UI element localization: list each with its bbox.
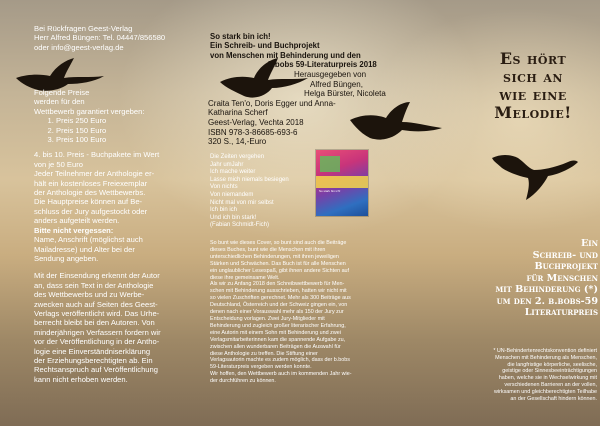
headline-line: sich an [503,67,563,86]
prize-intro: werden für den [34,97,85,107]
prize-item: 1. Preis 250 Euro [56,116,194,125]
footnote-line: verschiedenen Barrieren an der vollen, [504,381,597,388]
cover-art-band [316,176,368,188]
contact-line: Herr Alfred Büngen: Tel. 04447/856580 [34,33,166,43]
rights-line: vor der Veröffentlichung in der Antho- [34,337,160,347]
description-line: diese ihre gemeinsame Welt. [210,274,280,281]
description-line: zwischen allen wunderbaren Beiträgen die Auswahl für [210,343,341,350]
prize-text: Die Hauptpreise können auf Be- [34,197,143,207]
book-info-line: Katharina Scherf [208,108,268,118]
rights-line: an, dass sein Text in der Anthologie [34,280,154,290]
poem-line: Von niemandem [210,191,254,198]
reminder-title: Bitte nicht vergessen: [34,225,114,235]
book-title-line: So stark bin ich! [210,32,271,41]
rights-line: der Erziehungsberechtigten ab. Ein [34,355,153,365]
panel-middle [200,0,400,426]
description-line: Entscheidung vorlagen. Zwei Jury-Mitglieder mit [210,315,325,322]
rights-line: Mit der Einsendung erkennt der Autor [34,271,160,281]
rights-line: des Wettbewerbs und zu Werbe- [34,290,145,300]
book-info-line: ISBN 978-3-86685-693-6 [208,127,298,137]
footnote-line: geistige oder Sinnesbeeinträchtigungen [502,368,597,375]
rights-line: Verlags veröffentlicht wird. Das Urhe- [34,308,160,318]
footnote-line: Menschen mit Behinderung als Menschen, [495,354,597,361]
contact-line: Bei Rückfragen Geest-Verlag [34,24,133,33]
footnote-line: wirksamen und gleichberechtigten Teilhabe [494,388,597,395]
description-line: eine Autorin mit einem Sohn mit Behinderung und zwei [210,329,341,336]
subtitle-line: Buchprojekt [534,261,598,272]
poem-line: Jahr umJahr [210,161,244,168]
prize-text: von je 50 Euro [34,159,83,169]
rights-line: zwecken auch auf Seiten des Geest- [34,299,158,309]
poem-author: (Fabian Schmidt-Fich) [210,222,270,229]
description-line: So bunt wie dieses Cover, so bunt sind auch die Beiträge [210,240,347,246]
description-line: Deutschland, Österreich und der Schweiz gingen ein, von [210,302,348,309]
footnote-line: * UN-Behindertenrechtskonvention definiert [493,348,597,354]
book-title-line: Ein Schreib- und Buchprojekt [210,41,320,51]
footnote-line: haben, welche sie in Wechselwirkung mit [498,375,597,382]
prize-text: Jeder Teilnehmer der Anthologie er- [34,169,155,179]
poem-line: Nicht mal von mir selbst [210,199,274,206]
publisher-contact [34,24,200,52]
prize-text: anders aufgeteilt werden. [34,216,120,226]
description-line: Als wir zu Anfang 2018 den Schreibwettbewerb für Men- [210,281,345,288]
project-subtitle [448,238,598,319]
description-line: ein unglaublicher Lesespaß, gibt ihnen andere Sichten auf [210,267,350,274]
poem-line: Ich mache weiter [210,169,256,176]
book-info [208,70,398,147]
book-info-line: Craita Ten'o, Doris Egger und Anna- [208,98,336,108]
description-line: Wir hoffen, den Wettbewerb auch im kommenden Jahr wie- [210,371,352,378]
rights-line: Rechtsanspruch auf Veröffentlichung [34,365,158,375]
description-line: unterschiedlichen Behinderungen, mit ihren jeweiligen [210,253,339,260]
book-info-line: Herausgegeben von [294,70,367,79]
footnote-line: die langfristige körperliche, seelische, [507,361,597,368]
rights-line: logie eine Einverständniserklärung [34,346,151,356]
book-description [210,240,400,385]
description-line: diese Anthologie zu treffen. Die Stiftung einer [210,350,318,357]
description-line: dieses Buches, bunt wie die Menschen mit ihren [210,246,326,253]
prize-text: 4. bis 10. Preis - Buchpakete im Wert [34,150,160,160]
footnote-line: an der Gesellschaft hindern können. [510,395,597,402]
description-line: Behinderung und zugleich großer literarischer Erfahrung, [210,322,346,329]
book-title-line: von Menschen mit Behinderung und den [210,50,361,60]
description-line: schen mit Behinderung ausschrieben, hatten wir nicht mit [210,288,347,295]
prizes-section [34,88,194,384]
prize-intro: Folgende Preise [34,88,90,97]
poem-line: Lasse mich niemals besiegen [210,176,289,183]
rights-line: minderjährigen Verfassern fordern wir [34,327,161,337]
poem [210,154,322,230]
description-line: 59-Literaturpreis vergeben werden konnte. [210,364,312,371]
rights-line: berrecht bleibt bei den Autoren. Von [34,318,155,328]
book-info-line: Geest-Verlag, Vechta 2018 [208,117,304,127]
headline-line: wie eine [499,85,567,104]
rights-line: kann nicht erhoben werden. [34,374,128,384]
book-info-line: Helga Bürster, Nicoleta [304,89,386,99]
goose-silhouette-icon [488,148,580,202]
description-line: Verlagsmitarbeiterinnen kam die spannende Aufgabe zu, [210,336,346,343]
un-definition-footnote [452,348,597,402]
book-title-line: b.bobs 59-Literaturpreis 2018 [268,60,377,70]
book-info-line: Alfred Büngen, [310,79,363,89]
subtitle-line: Ein [581,238,598,249]
subtitle-line: Literaturpreis [524,307,598,318]
prize-text: der Anthologie des Wettbewerbs. [34,188,146,198]
description-line: der durchführen zu können. [210,378,276,385]
book-info-line: 320 S., 14,-Euro [208,137,267,147]
headline [470,50,596,122]
description-line: so vielen Zuschriften gerechnet. Mehr als 300 Beiträge aus [210,295,351,302]
reminder-text: Sendung angeben. [34,253,99,263]
poem-line: Und ich bin stark! [210,214,257,221]
contact-email[interactable]: oder info@geest-verlag.de [34,42,124,52]
prize-text: hält ein kostenloses Freiexemplar [34,178,148,188]
prize-item: 3. Preis 100 Euro [56,135,194,144]
prize-list [34,116,194,144]
cover-art-shape [320,156,340,172]
panel-left [0,0,200,426]
poem-line: Von nichts [210,184,238,191]
book-title [210,32,400,70]
prize-intro: Wettbewerb garantiert vergeben: [34,106,145,116]
subtitle-line: für Menschen [526,272,598,284]
subtitle-line: mit Behinderung (*) [495,284,598,295]
cover-title: So stark bin ich! [319,189,341,193]
rights-text [34,271,194,384]
prize-text: schluss der Jury aufgestockt oder [34,206,148,216]
poem-line: Ich bin ich [210,207,238,214]
headline-line: Es hört [499,49,567,68]
prize-item: 2. Preis 150 Euro [56,126,194,135]
reminder-text: Name, Anschrift (möglichst auch [34,235,143,245]
description-line: denen nach einer Vorauswahl mehr als 150 der Jury zur [210,309,344,316]
headline-line: Melodie! [494,103,572,122]
subtitle-line: Schreib- und [532,249,598,261]
subtitle-line: um den 2. b.bobs-59 [496,295,598,307]
description-line: Verlagsautorin machte es zudem möglich, dass der b.bobs [210,357,350,364]
reminder-text: Mailadresse) und Alter bei der [34,244,135,254]
poem-line: Die Zeiten vergehen [210,154,265,160]
book-cover-image [316,150,368,216]
description-line: Stärken und Schwächen. Das Buch ist für alle Menschen [210,260,346,267]
